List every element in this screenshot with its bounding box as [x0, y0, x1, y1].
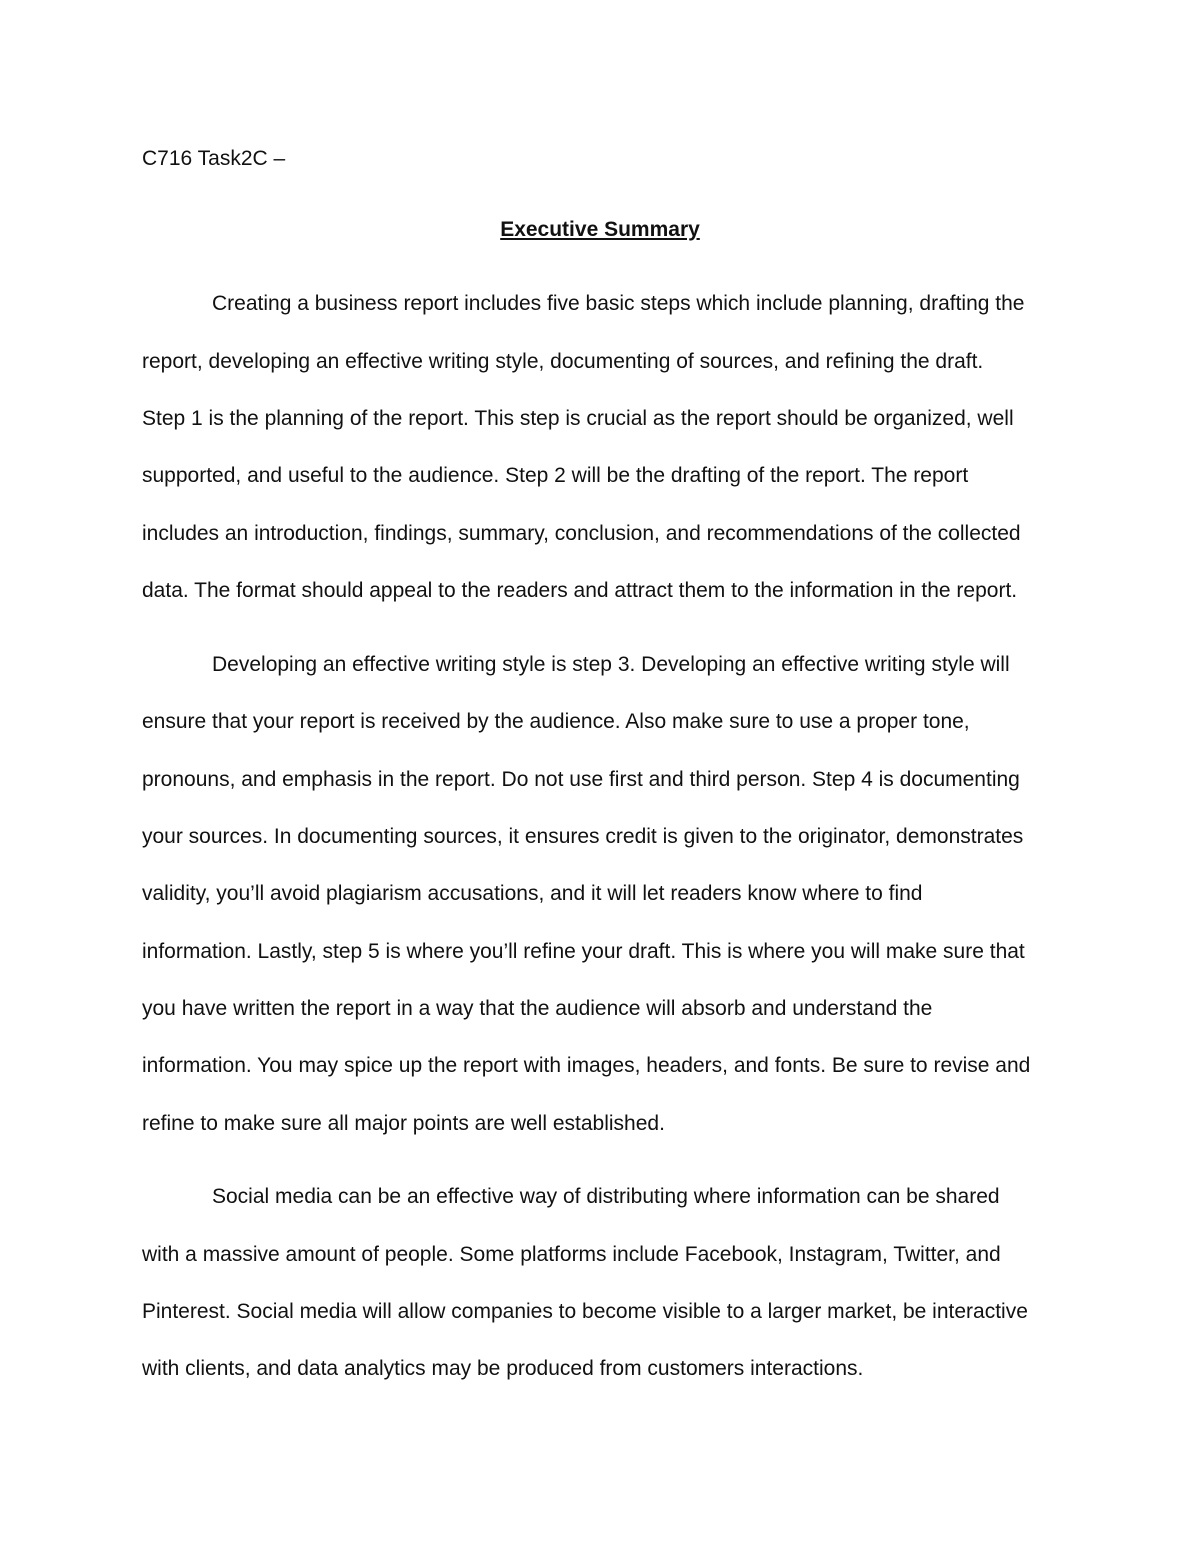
- paragraph-3-line-4: with clients, and data analytics may be produced from customers interactions.: [142, 1357, 864, 1380]
- paragraph-1-line-1: Creating a business report includes five basic steps which include planning, drafting the: [212, 292, 1025, 315]
- document-title: Executive Summary: [500, 218, 700, 241]
- paragraph-2-line-7: you have written the report in a way that the audience will absorb and understand the: [142, 997, 933, 1020]
- paragraph-3-line-2: with a massive amount of people. Some platforms include Facebook, Instagram, Twitter, and: [142, 1243, 1001, 1266]
- paragraph-2-line-9: refine to make sure all major points are well established.: [142, 1112, 665, 1135]
- paragraph-3-line-3: Pinterest. Social media will allow companies to become visible to a larger market, be interactive: [142, 1300, 1028, 1323]
- paragraph-1-line-5: includes an introduction, findings, summary, conclusion, and recommendations of the collected: [142, 522, 1021, 545]
- paragraph-1-line-4: supported, and useful to the audience. Step 2 will be the drafting of the report. The report: [142, 464, 969, 487]
- paragraph-2-line-8: information. You may spice up the report with images, headers, and fonts. Be sure to revise and: [142, 1054, 1031, 1077]
- paragraph-2-line-6: information. Lastly, step 5 is where you’ll refine your draft. This is where you will make sure that: [142, 940, 1025, 963]
- paragraph-2-line-2: ensure that your report is received by the audience. Also make sure to use a proper tone,: [142, 710, 970, 733]
- paragraph-2-line-1: Developing an effective writing style is step 3. Developing an effective writing style will: [212, 653, 1010, 676]
- paragraph-2-line-5: validity, you’ll avoid plagiarism accusations, and it will let readers know where to find: [142, 882, 923, 905]
- course-code-heading: C716 Task2C –: [142, 147, 286, 170]
- paragraph-1-line-3: Step 1 is the planning of the report. This step is crucial as the report should be organized, well: [142, 407, 1014, 430]
- paragraph-1-line-6: data. The format should appeal to the readers and attract them to the information in the report.: [142, 579, 1018, 602]
- paragraph-2-line-3: pronouns, and emphasis in the report. Do not use first and third person. Step 4 is documenting: [142, 768, 1020, 791]
- paragraph-2-line-4: your sources. In documenting sources, it ensures credit is given to the originator, demonstrates: [142, 825, 1024, 848]
- paragraph-1-line-2: report, developing an effective writing style, documenting of sources, and refining the draft.: [142, 350, 984, 373]
- paragraph-3-line-1: Social media can be an effective way of distributing where information can be shared: [212, 1185, 1000, 1208]
